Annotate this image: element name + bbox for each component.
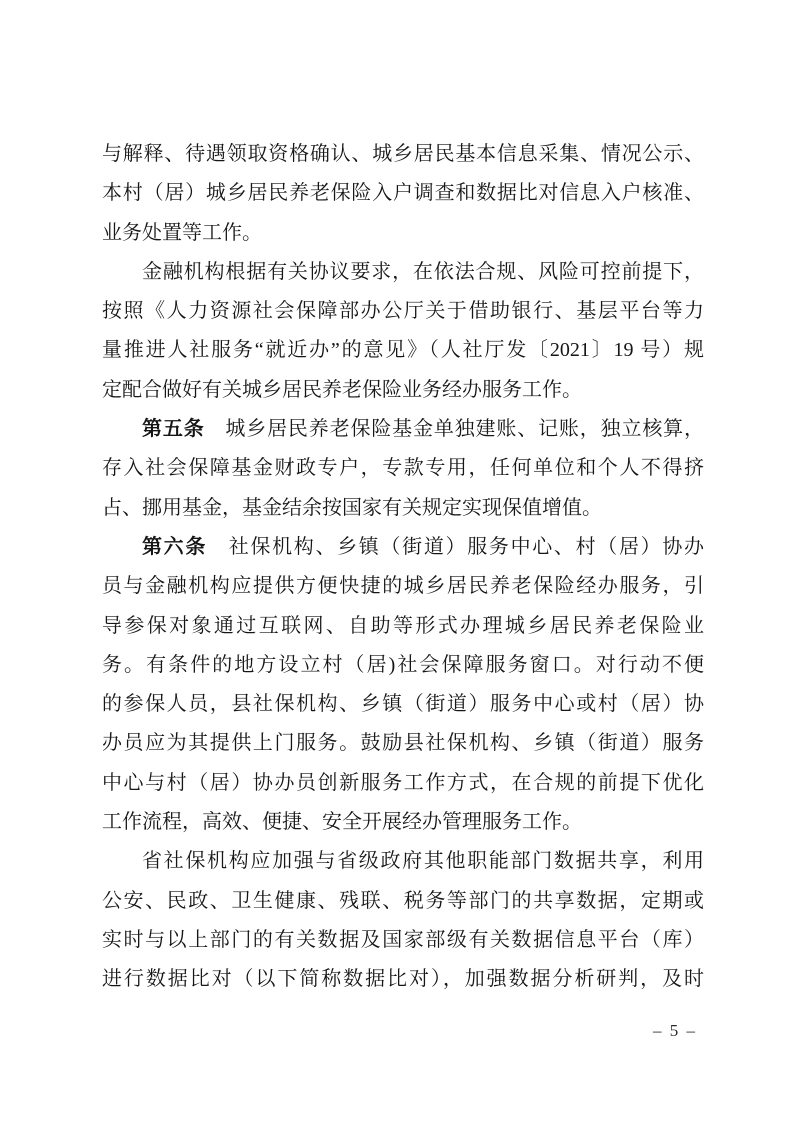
- article-5-text: 城乡居民养老保险基金单独建账、记账，独立核算，: [204, 418, 705, 441]
- text-line: 定配合做好有关城乡居民养老保险业务经办服务工作。: [102, 378, 582, 401]
- text-line: 量推进人社服务“就近办”的意见》（人社厅发〔2021〕19 号）规: [102, 339, 704, 362]
- text-line-article-6: [102, 528, 704, 567]
- page-number: – 5 –: [653, 1021, 697, 1040]
- article-5-heading: 第五条: [142, 418, 205, 441]
- text-line: 金融机构根据有关协议要求，在依法合规、风险可控前提下，: [142, 260, 704, 283]
- text-line: 导参保对象通过互联网、自助等形式办理城乡居民养老保险业: [102, 614, 704, 637]
- article-6-text: 社保机构、乡镇（街道）服务中心、村（居）协办: [207, 535, 705, 558]
- text-line: 存入社会保障基金财政专户，专款专用，任何单位和个人不得挤: [102, 457, 704, 480]
- text-line: 实时与以上部门的有关数据及国家部级有关数据信息平台（库）: [102, 928, 704, 951]
- document-body: [102, 135, 704, 1000]
- text-line: 中心与村（居）协办员创新服务工作方式，在合规的前提下优化: [102, 771, 704, 794]
- text-line: 业务处置等工作。: [102, 221, 262, 244]
- text-line: 本村（居）城乡居民养老保险入户调查和数据比对信息入户核准、: [102, 182, 704, 205]
- text-line: 的参保人员，县社保机构、乡镇（街道）服务中心或村（居）协: [102, 693, 704, 716]
- text-line: 公安、民政、卫生健康、残联、税务等部门的共享数据，定期或: [102, 889, 704, 912]
- text-line: 工作流程，高效、便捷、安全开展经办管理服务工作。: [102, 811, 582, 834]
- text-line: 按照《人力资源社会保障部办公厅关于借助银行、基层平台等力: [102, 300, 704, 323]
- text-line: 进行数据比对（以下简称数据比对），加强数据分析研判，及时: [102, 968, 704, 991]
- article-6-heading: 第六条: [142, 535, 208, 558]
- text-line: 占、挪用基金，基金结余按国家有关规定实现保值增值。: [102, 496, 602, 519]
- text-line: 省社保机构应加强与省级政府其他职能部门数据共享，利用: [142, 850, 704, 873]
- text-line: 与解释、待遇领取资格确认、城乡居民基本信息采集、情况公示、: [102, 143, 704, 165]
- text-line: 办员应为其提供上门服务。鼓励县社保机构、乡镇（街道）服务: [102, 732, 704, 755]
- text-line-article-5: [102, 410, 704, 449]
- text-line: 员与金融机构应提供方便快捷的城乡居民养老保险经办服务，引: [102, 575, 704, 598]
- text-line: 务。有条件的地方设立村（居)社会保障服务窗口。对行动不便: [102, 653, 704, 676]
